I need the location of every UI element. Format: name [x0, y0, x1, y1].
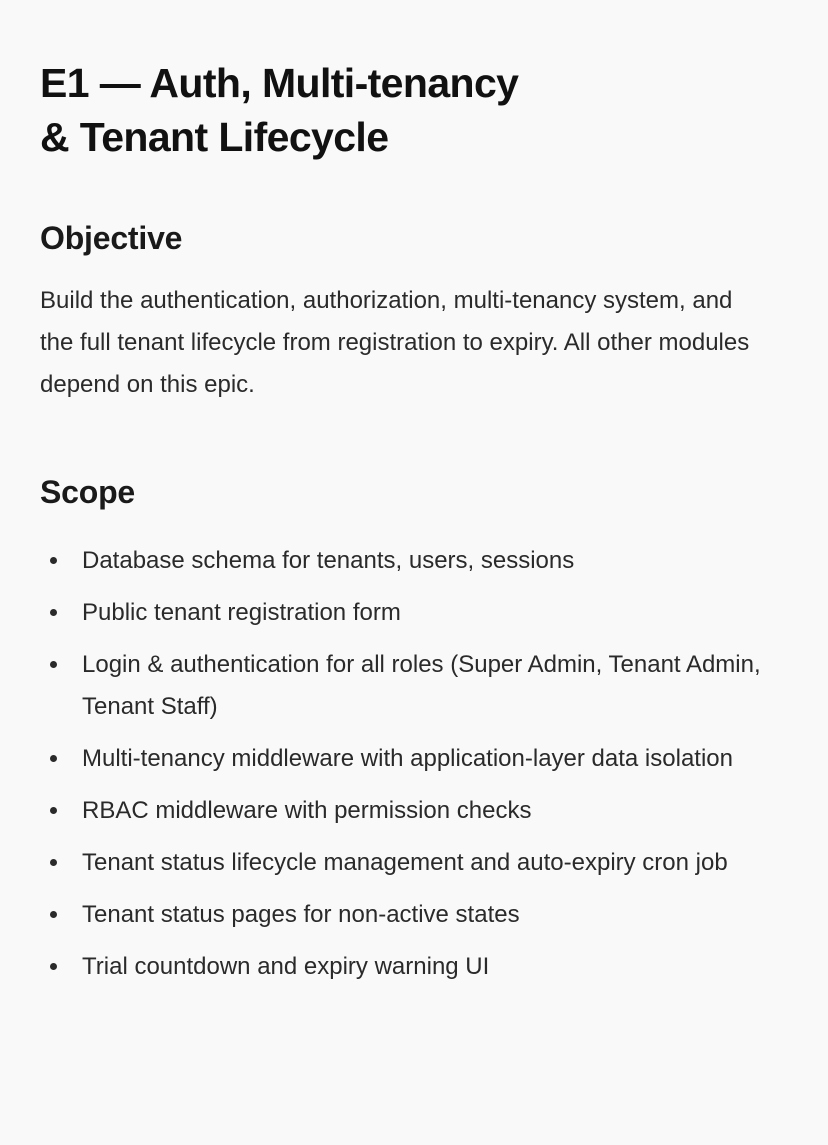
scope-list-item [40, 946, 776, 988]
scope-list-item [40, 790, 776, 832]
scope-item-text: Trial countdown and expiry warning UI [82, 953, 490, 980]
scope-item-text: Database schema for tenants, users, sessions [82, 547, 575, 574]
bullet-icon [50, 557, 57, 564]
scope-item-text: RBAC middleware with permission checks [82, 797, 532, 824]
scope-list-item [40, 592, 776, 634]
document [40, 56, 800, 998]
page-title-line-1: E1 — Auth, Multi-tenancy [40, 60, 519, 106]
scope-list-item [40, 644, 776, 728]
scope-item-text: Public tenant registration form [82, 599, 401, 626]
scope-list-item [40, 894, 776, 936]
scope-list [40, 540, 800, 988]
scope-list-item [40, 842, 776, 884]
scope-item-text: Tenant status pages for non-active states [82, 901, 520, 928]
scope-heading: Scope [40, 474, 136, 510]
scope-item-text: Tenant status lifecycle management and auto-expiry cron job [82, 849, 728, 876]
scope-item-text: Login & authentication for all roles (Super Admin, Tenant Admin, Tenant Staff) [82, 651, 761, 720]
bullet-icon [50, 661, 57, 668]
page-title-line-2: & Tenant Lifecycle [40, 114, 389, 160]
bullet-icon [50, 963, 57, 970]
bullet-icon [50, 859, 57, 866]
bullet-icon [50, 911, 57, 918]
scope-list-item [40, 540, 776, 582]
scope-item-text: Multi-tenancy middleware with application-layer data isolation [82, 745, 733, 772]
bullet-icon [50, 609, 57, 616]
scope-list-item [40, 738, 776, 780]
objective-heading: Objective [40, 220, 183, 256]
bullet-icon [50, 755, 57, 762]
objective-text: Build the authentication, authorization, multi-tenancy system, and the full tenant lifecycle from registration to expiry. All other modules depend on this epic. [40, 287, 750, 398]
page-title [40, 56, 800, 164]
bullet-icon [50, 807, 57, 814]
